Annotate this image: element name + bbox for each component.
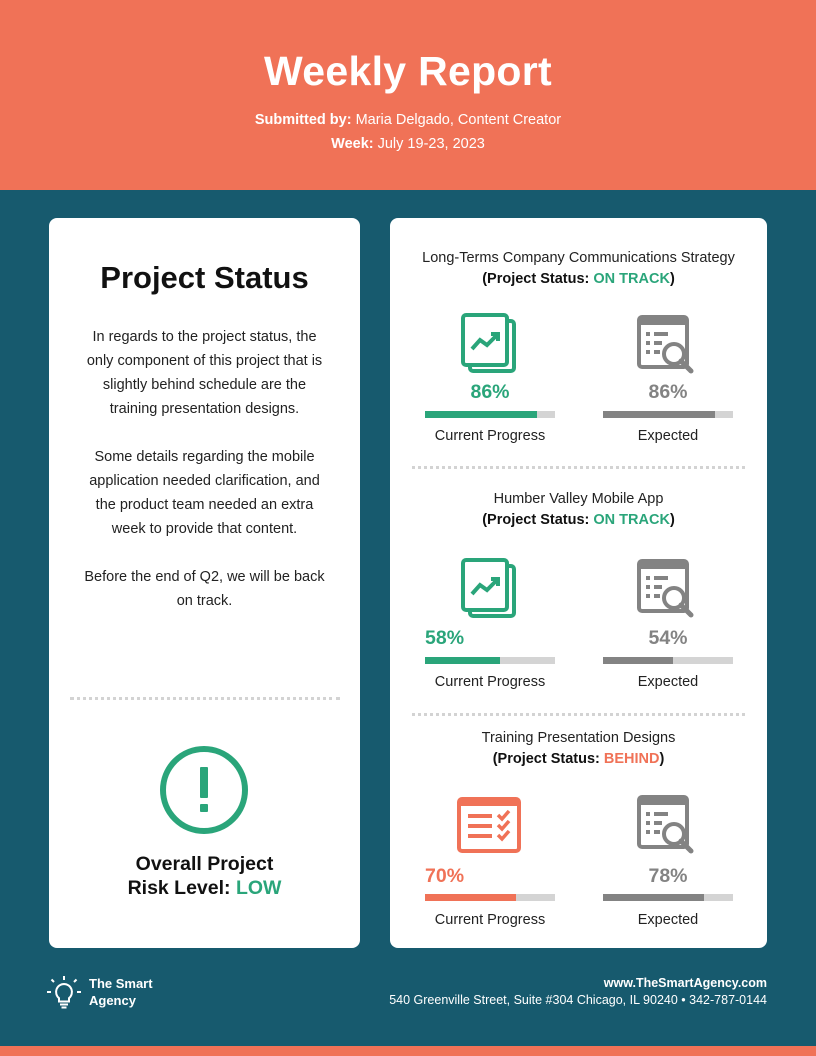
document-search-icon	[636, 314, 696, 376]
status-suffix: )	[669, 271, 675, 287]
status-paragraph: In regards to the project status, the only component of this project that is slightly behind schedule are the training presentation designs.	[86, 329, 323, 417]
submitted-value: Maria Delgado, Content Creator	[351, 112, 562, 128]
status-paragraph: Some details regarding the mobile application needed clarification, and the product team needed an extra week to provide that content.	[89, 449, 320, 537]
expected-caption: Expected	[637, 428, 699, 444]
checklist-icon	[456, 796, 524, 858]
current-percent: 70%	[425, 865, 465, 887]
project-title: Training Presentation Designs	[481, 730, 676, 746]
project-title: Long-Terms Company Communications Strategy	[422, 250, 735, 266]
risk-line2	[49, 876, 360, 900]
website-link[interactable]: www.TheSmartAgency.com	[603, 976, 767, 990]
expected-caption: Expected	[637, 674, 699, 690]
status-prefix: (Project Status:	[482, 512, 594, 528]
current-percent: 86%	[470, 381, 510, 403]
current-progress-bar	[425, 411, 555, 418]
company-line2: Agency	[89, 993, 136, 1008]
divider	[412, 466, 745, 469]
status-prefix: (Project Status:	[482, 271, 594, 287]
risk-line1: Overall Project	[135, 853, 274, 875]
risk-label: Risk Level:	[127, 877, 236, 899]
expected-percent: 54%	[648, 627, 688, 649]
current-progress-fill	[425, 657, 500, 664]
project-title: Humber Valley Mobile App	[493, 491, 664, 507]
divider	[70, 697, 340, 700]
company-line1: The Smart	[89, 976, 153, 991]
lightbulb-icon	[46, 975, 82, 1011]
document-search-icon	[636, 558, 696, 620]
bottom-stripe	[0, 1046, 816, 1056]
expected-caption: Expected	[637, 912, 699, 928]
risk-value: LOW	[235, 877, 282, 899]
current-percent: 58%	[425, 627, 465, 649]
company-name	[89, 975, 189, 1009]
status-value: ON TRACK	[593, 271, 670, 287]
current-caption: Current Progress	[434, 912, 546, 928]
chart-document-icon	[460, 558, 520, 620]
status-suffix: )	[669, 512, 675, 528]
status-paragraph: Before the end of Q2, we will be back on track.	[84, 569, 325, 609]
current-progress-bar	[425, 657, 555, 664]
project-status	[390, 512, 767, 528]
submitted-label: Submitted by:	[254, 112, 352, 128]
project-status-title: Project Status	[100, 260, 309, 295]
status-suffix: )	[659, 751, 665, 767]
expected-progress-fill	[603, 411, 715, 418]
week-value: July 19-23, 2023	[373, 136, 485, 152]
exclamation-circle-icon	[159, 745, 249, 835]
project-status	[390, 271, 767, 287]
divider	[412, 713, 745, 716]
expected-progress-fill	[603, 657, 673, 664]
status-prefix: (Project Status:	[492, 751, 604, 767]
document-search-icon	[636, 794, 696, 856]
chart-document-icon	[460, 313, 520, 375]
status-value: ON TRACK	[593, 512, 670, 528]
expected-progress-bar	[603, 657, 733, 664]
expected-progress-fill	[603, 894, 704, 901]
current-progress-fill	[425, 411, 537, 418]
current-progress-fill	[425, 894, 516, 901]
report-title: Weekly Report	[264, 48, 552, 94]
week-label: Week:	[331, 136, 374, 152]
address: 540 Greenville Street, Suite #304 Chicago, IL 90240 • 342-787-0144	[389, 993, 767, 1007]
project-status-card	[49, 218, 360, 948]
projects-card	[390, 218, 767, 948]
week-range	[0, 136, 816, 152]
risk-level	[49, 852, 360, 900]
expected-progress-bar	[603, 411, 733, 418]
project-status	[390, 751, 767, 767]
current-caption: Current Progress	[434, 674, 546, 690]
current-progress-bar	[425, 894, 555, 901]
expected-percent: 78%	[648, 865, 688, 887]
report-header	[0, 0, 816, 190]
current-caption: Current Progress	[434, 428, 546, 444]
status-value: BEHIND	[603, 751, 660, 767]
expected-percent: 86%	[648, 381, 688, 403]
submitted-by	[0, 112, 816, 128]
expected-progress-bar	[603, 894, 733, 901]
